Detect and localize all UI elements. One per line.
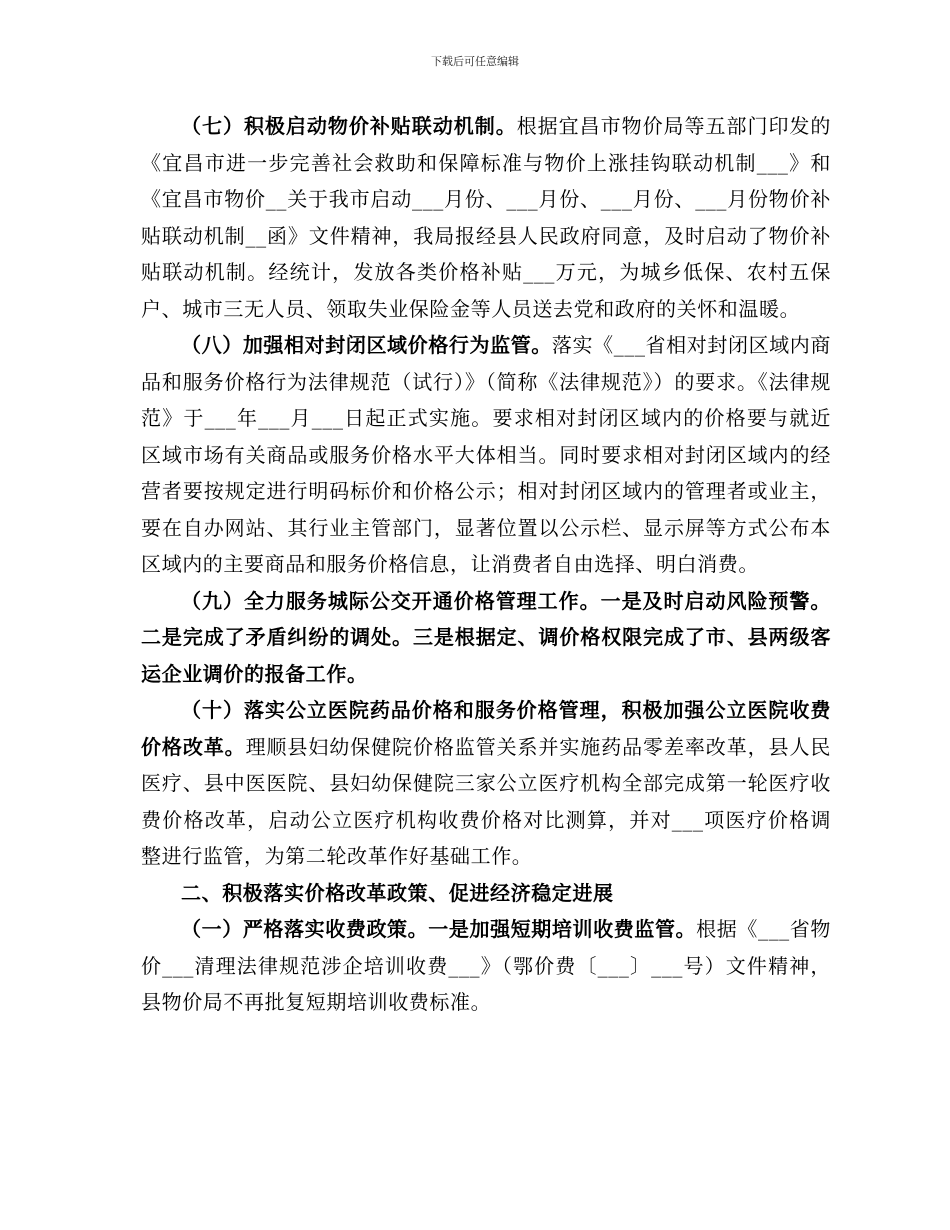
paragraph-8 xyxy=(141,327,831,583)
page-header: 下载后可任意编辑 xyxy=(431,55,519,68)
paragraph-8-body: 落实《___省相对封闭区域内商品和服务价格行为法律规范（试行）》（简称《法律规范》）的要求。《法律规范》于___年___月___日起正式实施。要求相对封闭区域内的价格要与就近区域市场有关商品或服务价格水平大体相当。同时要求相对封闭区域内的经营者要按规定进行明码标价和价格公示；相对封闭区域内的管理者或业主，要在自办网站、其行业主管部门，显著位置以公示栏、显示屏等方式公布本区域内的主要商品和服务价格信息，让消费者自由选择、明白消费。 xyxy=(141,333,831,576)
section-heading: 二、积极落实价格改革政策、促进经济稳定进展 xyxy=(181,880,614,905)
paragraph-7-body: 根据宜昌市物价局等五部门印发的《宜昌市进一步完善社会救助和保障标准与物价上涨挂钩联动机制___》和《宜昌市物价__关于我市启动___月份、___月份、___月份、___月份物价补贴联动机制__函》文件精神，我局报经县人民政府同意，及时启动了物价补贴联动机制。经统计，发放各类价格补贴___万元，为城乡低保、农村五保户、城市三无人员、领取失业保险金等人员送去党和政府的关怀和温暖。 xyxy=(141,114,832,321)
document-body xyxy=(141,108,831,1021)
paragraph-9-title: （九）全力服务城际公交开通价格管理工作。一是及时启动风险预警。二是完成了矛盾纠纷的调处。三是根据定、调价格权限完成了市、县两级客运企业调价的报备工作。 xyxy=(141,588,831,686)
paragraph-9 xyxy=(141,583,831,693)
paragraph-10-body: 理顺县妇幼保健院价格监管关系并实施药品零差率改革，县人民医疗、县中医医院、县妇幼保健院三家公立医疗机构全部完成第一轮医疗收费价格改革，启动公立医疗机构收费价格对比测算，并对___项医疗价格调整进行监管，为第二轮改革作好基础工作。 xyxy=(141,734,831,868)
paragraph-10-title: （十）落实公立医院药品价格和服务价格管理，积极加强公立医院收费价格改革。 xyxy=(141,698,831,759)
paragraph-7 xyxy=(141,108,831,327)
paragraph-8-title: （八）加强相对封闭区域价格行为监管。 xyxy=(181,333,552,357)
paragraph-section2-1-body: 根据《___省物价___清理法律规范涉企培训收费___》（鄂价费〔___〕___号）文件精神，县物价局不再批复短期培训收费标准。 xyxy=(141,917,831,1014)
paragraph-10 xyxy=(141,692,831,875)
paragraph-7-title: （七）积极启动物价补贴联动机制。 xyxy=(181,114,517,138)
paragraph-section2-1-title: （一）严格落实收费政策。一是加强短期培训收费监管。 xyxy=(181,917,697,941)
paragraph-section2-1 xyxy=(141,911,831,1021)
